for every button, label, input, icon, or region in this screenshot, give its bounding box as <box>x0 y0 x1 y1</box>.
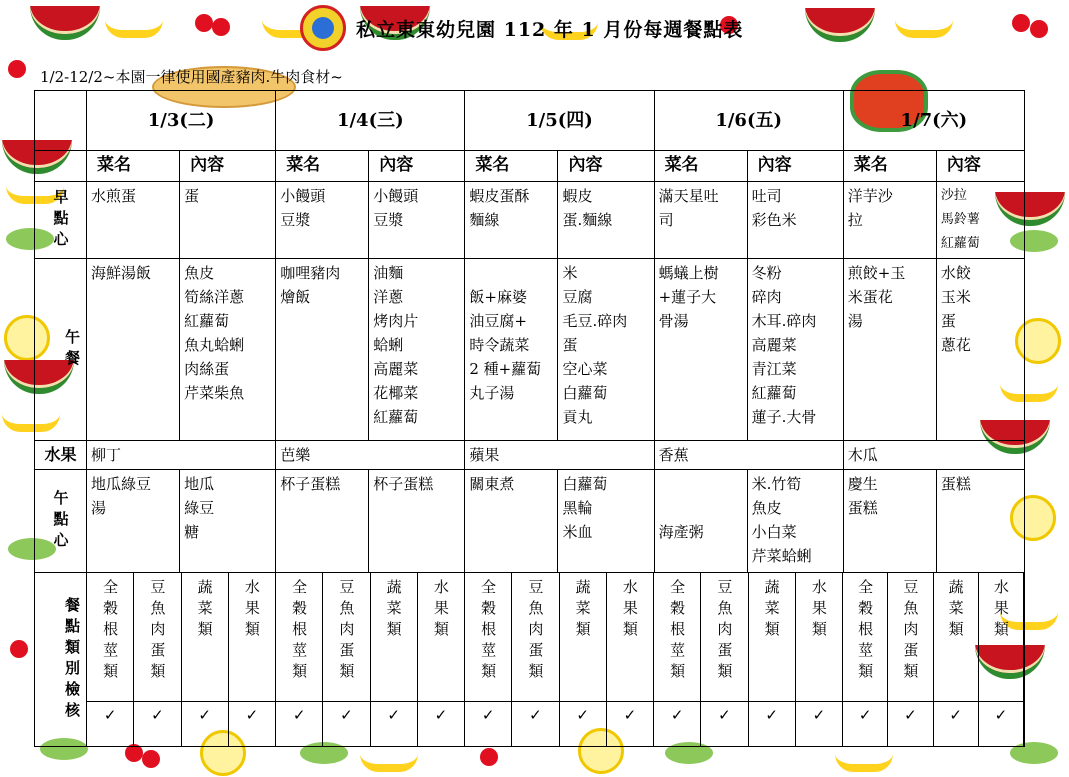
checkmark-cell: ✓ <box>560 702 607 746</box>
checkmark-cell: ✓ <box>134 702 181 746</box>
lunch-content: 油麵 洋蔥 烤肉片 蛤蜊 高麗菜 花椰菜 紅蘿蔔 <box>369 259 465 441</box>
checkmark-cell: ✓ <box>371 702 418 746</box>
afternoon-snack-label: 午點心 <box>35 470 87 573</box>
category-text: 水果類 <box>431 579 450 642</box>
checkmark-cell: ✓ <box>87 702 134 746</box>
watermelon-icon <box>805 8 875 42</box>
checkmark-cell: ✓ <box>979 702 1024 746</box>
content-header: 內容 <box>747 151 843 182</box>
category-row <box>35 573 1025 702</box>
category-text: 全穀根莖類 <box>856 579 875 684</box>
category-text: 水果類 <box>242 579 261 642</box>
lunch-dish: 煎餃+玉 米蛋花 湯 <box>843 259 936 441</box>
weekly-menu-table <box>34 90 1025 747</box>
afternoon-content: 米.竹筍 魚皮 小白菜 芹菜蛤蜊 <box>747 470 843 573</box>
afternoon-dish: 關東煮 <box>465 470 558 573</box>
category-cell <box>843 573 888 701</box>
category-cell <box>888 573 933 701</box>
cherry-icon <box>142 750 160 768</box>
afternoon-snack-row <box>35 470 1025 573</box>
cherry-icon <box>1030 20 1048 38</box>
breakfast-dish: 蝦皮蛋酥 麵線 <box>465 182 558 259</box>
school-logo-icon <box>300 5 346 51</box>
day-date: 1/5(四) <box>465 91 654 151</box>
fruit-item: 柳丁 <box>87 441 276 470</box>
category-text: 蔬菜類 <box>195 579 214 642</box>
checkmark-cell: ✓ <box>323 702 370 746</box>
checkmark-cell: ✓ <box>654 702 701 746</box>
content-header: 內容 <box>369 151 465 182</box>
lunch-dish: 海鮮湯飯 <box>87 259 180 441</box>
dish-header: 菜名 <box>843 151 936 182</box>
category-text: 全穀根莖類 <box>479 579 498 684</box>
afternoon-content: 杯子蛋糕 <box>369 470 465 573</box>
day-date: 1/4(三) <box>276 91 465 151</box>
category-text: 豆魚肉蛋類 <box>337 579 356 684</box>
lunch-dish: 螞蟻上樹 +蓮子大 骨湯 <box>654 259 747 441</box>
fruit-item: 木瓜 <box>843 441 1024 470</box>
checkmark-grid <box>87 702 1025 747</box>
checkmark-cell: ✓ <box>276 702 323 746</box>
breakfast-label: 早點心 <box>35 182 87 259</box>
cherry-icon <box>480 748 498 766</box>
category-text: 全穀根莖類 <box>101 579 120 684</box>
cherry-icon <box>8 60 26 78</box>
dish-header: 菜名 <box>276 151 369 182</box>
category-text: 水果類 <box>809 579 828 642</box>
checkmark-cell: ✓ <box>512 702 559 746</box>
category-text: 蔬菜類 <box>573 579 592 642</box>
content-header: 內容 <box>936 151 1024 182</box>
header-blank <box>35 151 87 182</box>
cherry-icon <box>10 640 28 658</box>
lunch-label: 午餐 <box>35 259 87 441</box>
column-header-row <box>35 151 1025 182</box>
category-cell <box>701 573 748 701</box>
category-cell <box>560 573 607 701</box>
fruit-item: 蘋果 <box>465 441 654 470</box>
category-text: 蔬菜類 <box>762 579 781 642</box>
category-text: 水果類 <box>620 579 639 642</box>
checkmark-cell: ✓ <box>465 702 512 746</box>
afternoon-dish: 杯子蛋糕 <box>276 470 369 573</box>
day-date: 1/7(六) <box>843 91 1024 151</box>
content-header: 內容 <box>558 151 654 182</box>
category-text: 豆魚肉蛋類 <box>148 579 167 684</box>
checkmark-cell: ✓ <box>749 702 796 746</box>
day-date: 1/6(五) <box>654 91 843 151</box>
page-subtitle: 1/2-12/2~本園一律使用國產豬肉.牛肉食材~ <box>40 68 343 86</box>
category-cell <box>607 573 654 701</box>
fruit-label: 水果 <box>35 441 87 470</box>
checkmark-cell: ✓ <box>607 702 654 746</box>
breakfast-dish: 水煎蛋 <box>87 182 180 259</box>
day-date: 1/3(二) <box>87 91 276 151</box>
breakfast-dish: 洋芋沙 拉 <box>843 182 936 259</box>
category-grid <box>87 573 1025 702</box>
category-text: 豆魚肉蛋類 <box>715 579 734 684</box>
banana-icon <box>105 6 163 38</box>
afternoon-dish: 慶生 蛋糕 <box>843 470 936 573</box>
category-cell <box>465 573 512 701</box>
cherry-icon <box>212 18 230 36</box>
breakfast-content: 小饅頭 豆漿 <box>369 182 465 259</box>
checkmark-cell: ✓ <box>888 702 933 746</box>
checkmark-cell: ✓ <box>701 702 748 746</box>
checkmark-cell: ✓ <box>934 702 979 746</box>
page-title: 私立東東幼兒園 112 年 1 月份每週餐點表 <box>356 18 744 41</box>
checkmark-cell: ✓ <box>229 702 276 746</box>
category-cell <box>229 573 276 701</box>
checkmark-cell: ✓ <box>843 702 888 746</box>
afternoon-content: 蛋糕 <box>936 470 1024 573</box>
banana-icon <box>895 6 953 38</box>
category-cell <box>87 573 134 701</box>
breakfast-row <box>35 182 1025 259</box>
category-check-label: 餐點類別檢核 <box>35 573 87 747</box>
checkmark-row <box>35 702 1025 747</box>
category-cell <box>418 573 465 701</box>
category-cell <box>182 573 229 701</box>
dish-header: 菜名 <box>87 151 180 182</box>
cherry-icon <box>1012 14 1030 32</box>
category-cell <box>323 573 370 701</box>
category-text: 全穀根莖類 <box>290 579 309 684</box>
title-row <box>300 6 743 50</box>
fruit-item: 芭樂 <box>276 441 465 470</box>
breakfast-dish: 小饅頭 豆漿 <box>276 182 369 259</box>
breakfast-content: 蝦皮 蛋.麵線 <box>558 182 654 259</box>
category-cell <box>371 573 418 701</box>
dish-header: 菜名 <box>654 151 747 182</box>
category-cell <box>934 573 979 701</box>
category-text: 全穀根莖類 <box>668 579 687 684</box>
breakfast-content: 沙拉 馬鈴薯 紅蘿蔔 <box>936 182 1024 259</box>
category-text: 水果類 <box>991 579 1010 642</box>
fruit-row <box>35 441 1025 470</box>
category-cell <box>512 573 559 701</box>
content-header: 內容 <box>180 151 276 182</box>
fruit-item: 香蕉 <box>654 441 843 470</box>
category-text: 豆魚肉蛋類 <box>901 579 920 684</box>
afternoon-content: 地瓜 綠豆 糖 <box>180 470 276 573</box>
date-row <box>35 91 1025 151</box>
category-cell <box>276 573 323 701</box>
dish-header: 菜名 <box>465 151 558 182</box>
lunch-content: 冬粉 碎肉 木耳.碎肉 高麗菜 青江菜 紅蘿蔔 蓮子.大骨 <box>747 259 843 441</box>
afternoon-dish: 海產粥 <box>654 470 747 573</box>
cherry-icon <box>195 14 213 32</box>
checkmark-cell: ✓ <box>418 702 465 746</box>
lunch-content: 魚皮 筍絲洋蔥 紅蘿蔔 魚丸蛤蜊 肉絲蛋 芹菜柴魚 <box>180 259 276 441</box>
category-text: 豆魚肉蛋類 <box>526 579 545 684</box>
category-text: 蔬菜類 <box>384 579 403 642</box>
lunch-dish: 飯+麻婆 油豆腐+ 時令蔬菜 2 種+蘿蔔 丸子湯 <box>465 259 558 441</box>
lunch-row <box>35 259 1025 441</box>
breakfast-content: 蛋 <box>180 182 276 259</box>
corner-cell <box>35 91 87 151</box>
lunch-dish: 咖哩豬肉 燴飯 <box>276 259 369 441</box>
category-cell <box>796 573 843 701</box>
breakfast-content: 吐司 彩色米 <box>747 182 843 259</box>
lunch-content: 水餃 玉米 蛋 蔥花 <box>936 259 1024 441</box>
checkmark-cell: ✓ <box>182 702 229 746</box>
category-cell <box>654 573 701 701</box>
category-cell <box>979 573 1024 701</box>
category-cell <box>134 573 181 701</box>
afternoon-dish: 地瓜綠豆 湯 <box>87 470 180 573</box>
lunch-content: 米 豆腐 毛豆.碎肉 蛋 空心菜 白蘿蔔 貢丸 <box>558 259 654 441</box>
checkmark-cell: ✓ <box>796 702 843 746</box>
watermelon-icon <box>30 6 100 40</box>
category-text: 蔬菜類 <box>946 579 965 642</box>
afternoon-content: 白蘿蔔 黑輪 米血 <box>558 470 654 573</box>
category-cell <box>749 573 796 701</box>
breakfast-dish: 滿天星吐 司 <box>654 182 747 259</box>
